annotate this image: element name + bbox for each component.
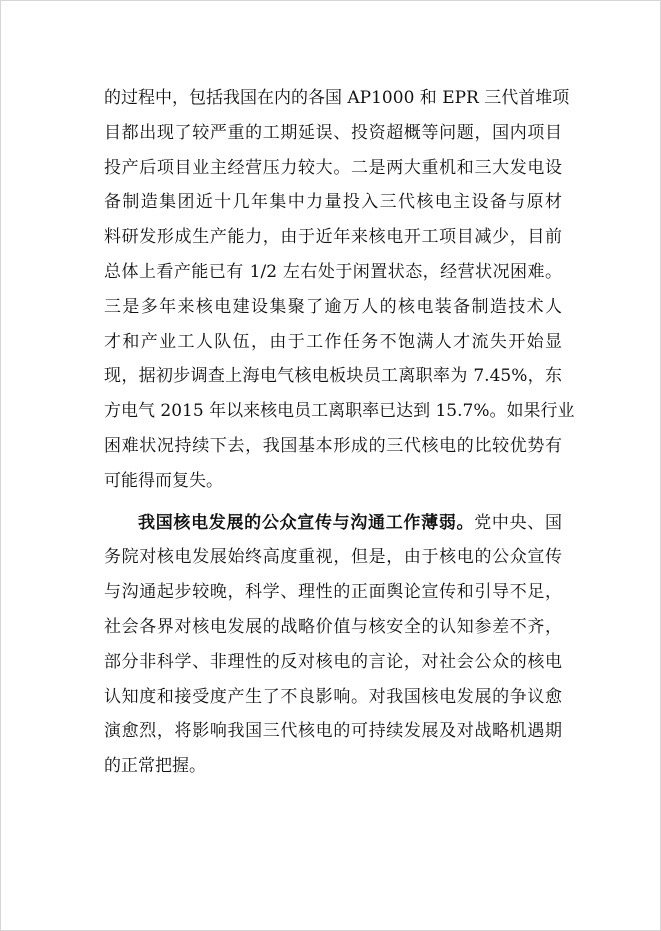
- text-line: 方电气 2015 年以来核电员工离职率已达到 15.7%。如果行业: [104, 401, 575, 422]
- text-line: 投产后项目业主经营压力较大。二是两大重机和三大发电设: [104, 157, 562, 178]
- text-line: 演愈烈，将影响我国三代核电的可持续发展及对战略机遇期: [104, 721, 562, 742]
- text-line: 现，据初步调查上海电气核电板块员工离职率为 7.45%，东: [104, 366, 562, 387]
- text-line: 可能得而复失。: [104, 470, 223, 491]
- text-line: 总体上看产能已有 1/2 左右处于闲置状态，经营状况困难。: [104, 261, 562, 282]
- text-line: 目都出现了较严重的工期延误、投资超概等问题，国内项目: [104, 122, 562, 143]
- heading-line-rest: 党中央、国: [474, 512, 563, 533]
- text-line: 部分非科学、非理性的反对核电的言论，对社会公众的核电: [104, 651, 562, 672]
- document-body: [104, 81, 575, 784]
- text-line: 料研发形成生产能力，由于近年来核电开工项目减少，目前: [104, 227, 562, 248]
- paragraph-gap: [104, 499, 562, 506]
- paragraph-heading: 我国核电发展的公众宣传与沟通工作薄弱。: [138, 512, 475, 533]
- text-line: 认知度和接受度产生了不良影响。对我国核电发展的争议愈: [104, 686, 562, 707]
- paragraph-2: [104, 506, 562, 784]
- paragraph-1: [104, 81, 575, 499]
- text-line: 备制造集团近十几年集中力量投入三代核电主设备与原材: [104, 192, 562, 213]
- text-line: 与沟通起步较晚，科学、理性的正面舆论宣传和引导不足，: [104, 582, 562, 603]
- text-line: 的正常把握。: [104, 756, 206, 777]
- text-line: 务院对核电发展始终高度重视，但是，由于核电的公众宣传: [104, 547, 562, 568]
- text-line-first: [104, 506, 562, 541]
- text-line: 困难状况持续下去，我国基本形成的三代核电的比较优势有: [104, 435, 562, 456]
- text-line: 的过程中，包括我国在内的各国 AP1000 和 EPR 三代首堆项: [104, 88, 570, 108]
- text-line: 才和产业工人队伍，由于工作任务不饱满人才流失开始显: [104, 331, 562, 352]
- text-line: 三是多年来核电建设集聚了逾万人的核电装备制造技术人: [104, 296, 562, 317]
- text-line: 社会各界对核电发展的战略价值与核安全的认知参差不齐，: [104, 616, 562, 637]
